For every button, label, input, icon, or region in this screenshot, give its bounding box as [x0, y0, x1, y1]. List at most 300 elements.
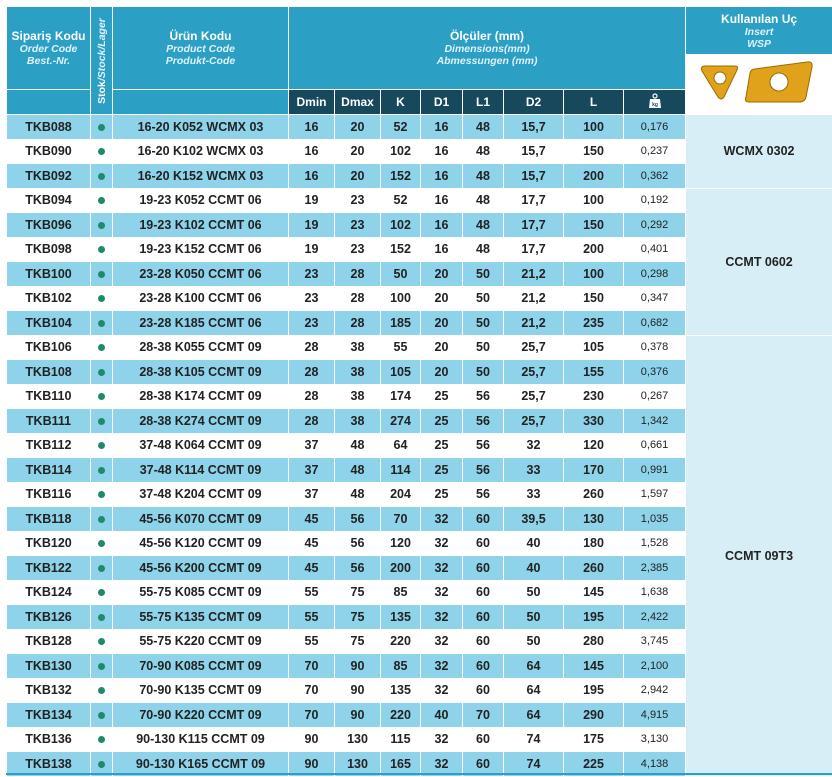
product-code-cell: 28-38 K105 CCMT 09 [113, 360, 289, 385]
insert-images [686, 55, 832, 115]
cell-dmin: 23 [289, 311, 335, 336]
cell-d2: 17,7 [504, 188, 564, 213]
order-code-de: Best.-Nr. [26, 55, 71, 67]
stock-available-dot-icon [98, 173, 105, 180]
cell-l1: 60 [463, 752, 504, 777]
cell-dmin: 28 [289, 335, 335, 360]
cell-k: 200 [381, 556, 421, 581]
cell-dmax: 23 [335, 213, 381, 238]
cell-weight: 1,638 [624, 580, 686, 605]
cell-dmin: 19 [289, 188, 335, 213]
cell-l1: 70 [463, 703, 504, 728]
cell-l: 200 [564, 164, 624, 189]
cell-d1: 32 [421, 556, 463, 581]
product-code-cell: 37-48 K064 CCMT 09 [113, 433, 289, 458]
cell-d2: 25,7 [504, 335, 564, 360]
cell-weight: 2,422 [624, 605, 686, 630]
cell-weight: 0,401 [624, 237, 686, 262]
cell-d1: 16 [421, 188, 463, 213]
order-code-cell: TKB136 [7, 727, 91, 752]
cell-dmax: 23 [335, 237, 381, 262]
order-code-cell: TKB102 [7, 286, 91, 311]
product-code-cell: 28-38 K055 CCMT 09 [113, 335, 289, 360]
stock-available-dot-icon [98, 418, 105, 425]
stock-cell [91, 115, 113, 140]
cell-d2: 15,7 [504, 164, 564, 189]
cell-l: 150 [564, 139, 624, 164]
stock-cell [91, 139, 113, 164]
cell-l: 150 [564, 286, 624, 311]
stock-available-dot-icon [98, 197, 105, 204]
cell-dmax: 48 [335, 482, 381, 507]
order-code-title: Sipariş Kodu [11, 29, 86, 43]
product-code-cell: 37-48 K204 CCMT 09 [113, 482, 289, 507]
product-code-cell: 28-38 K274 CCMT 09 [113, 409, 289, 434]
cell-weight: 0,661 [624, 433, 686, 458]
stock-cell [91, 727, 113, 752]
product-code-cell: 23-28 K100 CCMT 06 [113, 286, 289, 311]
stock-cell [91, 433, 113, 458]
ccmt-insert-icon [745, 62, 812, 102]
stock-cell [91, 384, 113, 409]
cell-l1: 56 [463, 482, 504, 507]
cell-d1: 25 [421, 409, 463, 434]
cell-l1: 60 [463, 580, 504, 605]
cell-d2: 21,2 [504, 311, 564, 336]
stock-available-dot-icon [98, 246, 105, 253]
cell-k: 100 [381, 286, 421, 311]
cell-l1: 60 [463, 727, 504, 752]
cell-weight: 4,138 [624, 752, 686, 777]
cell-k: 52 [381, 115, 421, 140]
stock-cell [91, 360, 113, 385]
cell-k: 120 [381, 531, 421, 556]
cell-dmin: 37 [289, 458, 335, 483]
cell-l: 100 [564, 115, 624, 140]
stock-cell [91, 507, 113, 532]
cell-l: 145 [564, 580, 624, 605]
cell-weight: 0,292 [624, 213, 686, 238]
cell-weight: 3,745 [624, 629, 686, 654]
cell-k: 85 [381, 580, 421, 605]
stock-available-dot-icon [98, 540, 105, 547]
cell-k: 64 [381, 433, 421, 458]
cell-dmin: 70 [289, 678, 335, 703]
cell-dmin: 28 [289, 409, 335, 434]
product-code-de: Produkt-Code [165, 55, 236, 67]
cell-k: 70 [381, 507, 421, 532]
order-code-cell: TKB138 [7, 752, 91, 777]
stock-cell [91, 164, 113, 189]
cell-l: 230 [564, 384, 624, 409]
cell-k: 105 [381, 360, 421, 385]
order-code-cell: TKB092 [7, 164, 91, 189]
cell-d2: 15,7 [504, 115, 564, 140]
product-code-en: Product Code [166, 43, 235, 55]
cell-l: 145 [564, 654, 624, 679]
stock-available-dot-icon [98, 565, 105, 572]
cell-l: 130 [564, 507, 624, 532]
cell-d2: 17,7 [504, 213, 564, 238]
cell-k: 220 [381, 703, 421, 728]
cell-d1: 32 [421, 727, 463, 752]
stock-cell [91, 213, 113, 238]
cell-l: 280 [564, 629, 624, 654]
cell-d2: 50 [504, 605, 564, 630]
order-code-cell: TKB126 [7, 605, 91, 630]
order-code-cell: TKB100 [7, 262, 91, 287]
insert-de: WSP [747, 37, 772, 50]
insert-type-cell: CCMT 09T3 [686, 335, 832, 776]
cell-d2: 21,2 [504, 286, 564, 311]
cell-d2: 64 [504, 703, 564, 728]
insert-images-svg [689, 59, 829, 105]
cell-weight: 0,267 [624, 384, 686, 409]
insert-title: Kullanılan Uç [721, 11, 798, 26]
cell-d1: 32 [421, 605, 463, 630]
cell-l1: 60 [463, 507, 504, 532]
cell-dmax: 130 [335, 727, 381, 752]
cell-d1: 25 [421, 458, 463, 483]
cell-dmax: 130 [335, 752, 381, 777]
cell-d2: 32 [504, 433, 564, 458]
cell-dmax: 23 [335, 188, 381, 213]
cell-k: 204 [381, 482, 421, 507]
order-code-cell: TKB090 [7, 139, 91, 164]
cell-dmin: 70 [289, 654, 335, 679]
stock-cell [91, 188, 113, 213]
cell-weight: 2,385 [624, 556, 686, 581]
product-code-cell: 70-90 K220 CCMT 09 [113, 703, 289, 728]
cell-l: 150 [564, 213, 624, 238]
table-body [7, 115, 832, 777]
cell-weight: 0,682 [624, 311, 686, 336]
cell-d2: 64 [504, 678, 564, 703]
insert-header [686, 7, 832, 55]
weight-kg-icon [624, 90, 686, 115]
stock-cell [91, 556, 113, 581]
cell-d2: 25,7 [504, 384, 564, 409]
stock-available-dot-icon [98, 761, 105, 768]
cell-d1: 32 [421, 507, 463, 532]
insert-type-cell: WCMX 0302 [686, 115, 832, 189]
table-row [7, 188, 832, 213]
stock-available-dot-icon [98, 369, 105, 376]
cell-d1: 32 [421, 752, 463, 777]
cell-weight: 0,378 [624, 335, 686, 360]
stock-available-dot-icon [98, 687, 105, 694]
product-code-cell: 19-23 K152 CCMT 06 [113, 237, 289, 262]
product-code-cell: 16-20 K052 WCMX 03 [113, 115, 289, 140]
stock-available-dot-icon [98, 467, 105, 474]
cell-l: 170 [564, 458, 624, 483]
cell-k: 102 [381, 213, 421, 238]
cell-l1: 48 [463, 115, 504, 140]
stock-available-dot-icon [98, 614, 105, 621]
product-code-cell: 90-130 K165 CCMT 09 [113, 752, 289, 777]
cell-k: 135 [381, 678, 421, 703]
product-code-cell: 16-20 K152 WCMX 03 [113, 164, 289, 189]
product-code-cell: 19-23 K102 CCMT 06 [113, 213, 289, 238]
product-code-cell: 23-28 K050 CCMT 06 [113, 262, 289, 287]
cell-dmin: 70 [289, 703, 335, 728]
svg-text:kg: kg [651, 101, 658, 108]
cell-d1: 16 [421, 115, 463, 140]
cell-dmin: 28 [289, 360, 335, 385]
cell-l: 195 [564, 678, 624, 703]
cell-dmax: 75 [335, 580, 381, 605]
cell-dmax: 90 [335, 703, 381, 728]
cell-l1: 48 [463, 213, 504, 238]
col-d2: D2 [504, 90, 564, 115]
cell-weight: 0,362 [624, 164, 686, 189]
stock-available-dot-icon [98, 589, 105, 596]
cell-l: 195 [564, 605, 624, 630]
cell-l1: 60 [463, 654, 504, 679]
cell-weight: 0,176 [624, 115, 686, 140]
stock-cell [91, 531, 113, 556]
cell-l: 100 [564, 188, 624, 213]
stock-cell [91, 580, 113, 605]
product-code-cell: 28-38 K174 CCMT 09 [113, 384, 289, 409]
cell-d2: 33 [504, 458, 564, 483]
cell-l1: 56 [463, 409, 504, 434]
product-code-header [113, 7, 289, 90]
cell-d1: 16 [421, 213, 463, 238]
stock-header [91, 7, 113, 115]
product-code-title: Ürün Kodu [169, 29, 232, 43]
cell-weight: 4,915 [624, 703, 686, 728]
order-code-cell: TKB111 [7, 409, 91, 434]
order-code-cell: TKB106 [7, 335, 91, 360]
order-code-cell: TKB116 [7, 482, 91, 507]
cell-dmin: 55 [289, 629, 335, 654]
product-code-cell: 70-90 K085 CCMT 09 [113, 654, 289, 679]
cell-d1: 20 [421, 262, 463, 287]
cell-k: 152 [381, 164, 421, 189]
cell-weight: 2,100 [624, 654, 686, 679]
cell-weight: 1,597 [624, 482, 686, 507]
cell-weight: 0,237 [624, 139, 686, 164]
stock-cell [91, 458, 113, 483]
cell-dmin: 16 [289, 115, 335, 140]
stock-cell [91, 703, 113, 728]
product-code-cell: 45-56 K120 CCMT 09 [113, 531, 289, 556]
insert-type-cell: CCMT 0602 [686, 188, 832, 335]
order-code-cell: TKB112 [7, 433, 91, 458]
product-code-cell: 45-56 K070 CCMT 09 [113, 507, 289, 532]
order-code-cell: TKB128 [7, 629, 91, 654]
dimensions-de: Abmessungen (mm) [436, 55, 538, 67]
cell-l1: 50 [463, 335, 504, 360]
cell-dmax: 20 [335, 115, 381, 140]
cell-k: 174 [381, 384, 421, 409]
stock-cell [91, 335, 113, 360]
cell-l: 180 [564, 531, 624, 556]
cell-weight: 0,347 [624, 286, 686, 311]
cell-weight: 1,342 [624, 409, 686, 434]
stock-available-dot-icon [98, 295, 105, 302]
stock-cell [91, 482, 113, 507]
cell-dmin: 23 [289, 262, 335, 287]
cell-l: 175 [564, 727, 624, 752]
stock-available-dot-icon [98, 712, 105, 719]
cell-k: 185 [381, 311, 421, 336]
cell-dmin: 45 [289, 531, 335, 556]
stock-available-dot-icon [98, 271, 105, 278]
bottom-divider [6, 773, 832, 775]
order-code-cell: TKB114 [7, 458, 91, 483]
cell-l: 330 [564, 409, 624, 434]
cell-d1: 16 [421, 139, 463, 164]
cell-dmax: 38 [335, 409, 381, 434]
stock-cell [91, 237, 113, 262]
cell-dmax: 20 [335, 139, 381, 164]
cell-d1: 25 [421, 384, 463, 409]
stock-available-dot-icon [98, 148, 105, 155]
cell-dmin: 19 [289, 213, 335, 238]
product-code-cell: 45-56 K200 CCMT 09 [113, 556, 289, 581]
dimensions-en: Dimensions(mm) [444, 43, 530, 55]
cell-d1: 20 [421, 335, 463, 360]
cell-d2: 64 [504, 654, 564, 679]
stock-cell [91, 605, 113, 630]
cell-dmax: 90 [335, 654, 381, 679]
cell-weight: 0,298 [624, 262, 686, 287]
cell-d2: 40 [504, 556, 564, 581]
stock-available-dot-icon [98, 124, 105, 131]
cell-d2: 50 [504, 629, 564, 654]
product-code-cell: 55-75 K135 CCMT 09 [113, 605, 289, 630]
cell-l: 290 [564, 703, 624, 728]
order-code-en: Order Code [19, 43, 78, 55]
order-code-cell: TKB122 [7, 556, 91, 581]
cell-k: 52 [381, 188, 421, 213]
cell-dmax: 28 [335, 286, 381, 311]
order-code-cell: TKB132 [7, 678, 91, 703]
table-row [7, 115, 832, 140]
cell-l1: 48 [463, 188, 504, 213]
cell-l: 235 [564, 311, 624, 336]
cell-d1: 20 [421, 311, 463, 336]
cell-dmin: 28 [289, 384, 335, 409]
cell-dmin: 55 [289, 605, 335, 630]
order-code-cell: TKB098 [7, 237, 91, 262]
stock-available-dot-icon [98, 344, 105, 351]
product-code-cell: 90-130 K115 CCMT 09 [113, 727, 289, 752]
cell-l1: 60 [463, 531, 504, 556]
stock-cell [91, 311, 113, 336]
cell-weight: 3,130 [624, 727, 686, 752]
stock-cell [91, 286, 113, 311]
cell-k: 152 [381, 237, 421, 262]
cell-weight: 1,528 [624, 531, 686, 556]
cell-d2: 33 [504, 482, 564, 507]
order-code-cell: TKB118 [7, 507, 91, 532]
cell-l: 260 [564, 556, 624, 581]
order-code-cell: TKB108 [7, 360, 91, 385]
cell-weight: 0,991 [624, 458, 686, 483]
cell-k: 115 [381, 727, 421, 752]
cell-k: 114 [381, 458, 421, 483]
stock-cell [91, 678, 113, 703]
cell-d1: 32 [421, 678, 463, 703]
order-code-cell: TKB088 [7, 115, 91, 140]
cell-l1: 48 [463, 139, 504, 164]
order-code-header [7, 7, 91, 90]
cell-d1: 40 [421, 703, 463, 728]
cell-l1: 48 [463, 237, 504, 262]
order-code-cell: TKB124 [7, 580, 91, 605]
cell-k: 165 [381, 752, 421, 777]
product-code-cell: 55-75 K085 CCMT 09 [113, 580, 289, 605]
cell-dmax: 75 [335, 629, 381, 654]
cell-l1: 50 [463, 360, 504, 385]
cell-d2: 39,5 [504, 507, 564, 532]
cell-l: 100 [564, 262, 624, 287]
stock-subtitle: /Stock/Lager [95, 17, 108, 81]
order-code-cell: TKB096 [7, 213, 91, 238]
cell-l1: 50 [463, 262, 504, 287]
cell-d1: 32 [421, 531, 463, 556]
cell-l: 225 [564, 752, 624, 777]
dimensions-title: Ölçüler (mm) [450, 29, 525, 43]
cell-l1: 56 [463, 433, 504, 458]
cell-dmax: 48 [335, 433, 381, 458]
cell-weight: 0,376 [624, 360, 686, 385]
order-code-cell: TKB110 [7, 384, 91, 409]
cell-d2: 25,7 [504, 409, 564, 434]
cell-d2: 17,7 [504, 237, 564, 262]
product-code-cell: 23-28 K185 CCMT 06 [113, 311, 289, 336]
order-code-cell: TKB104 [7, 311, 91, 336]
cell-d1: 20 [421, 360, 463, 385]
order-code-header-spacer [7, 90, 91, 115]
product-table [6, 6, 832, 777]
cell-dmax: 28 [335, 311, 381, 336]
cell-k: 55 [381, 335, 421, 360]
col-dmax: Dmax [335, 90, 381, 115]
cell-l: 155 [564, 360, 624, 385]
cell-dmin: 23 [289, 286, 335, 311]
cell-k: 102 [381, 139, 421, 164]
cell-dmax: 56 [335, 531, 381, 556]
cell-l: 105 [564, 335, 624, 360]
cell-d2: 40 [504, 531, 564, 556]
cell-l: 260 [564, 482, 624, 507]
cell-l1: 50 [463, 311, 504, 336]
cell-k: 274 [381, 409, 421, 434]
col-l1: L1 [463, 90, 504, 115]
product-code-cell: 55-75 K220 CCMT 09 [113, 629, 289, 654]
stock-available-dot-icon [98, 393, 105, 400]
stock-available-dot-icon [98, 663, 105, 670]
cell-d2: 74 [504, 752, 564, 777]
cell-k: 85 [381, 654, 421, 679]
cell-d2: 50 [504, 580, 564, 605]
cell-l1: 56 [463, 384, 504, 409]
cell-dmin: 55 [289, 580, 335, 605]
stock-available-dot-icon [98, 516, 105, 523]
cell-dmin: 45 [289, 556, 335, 581]
cell-weight: 2,942 [624, 678, 686, 703]
stock-cell [91, 654, 113, 679]
product-code-cell: 37-48 K114 CCMT 09 [113, 458, 289, 483]
cell-d2: 74 [504, 727, 564, 752]
cell-d1: 32 [421, 580, 463, 605]
cell-weight: 1,035 [624, 507, 686, 532]
col-l: L [564, 90, 624, 115]
